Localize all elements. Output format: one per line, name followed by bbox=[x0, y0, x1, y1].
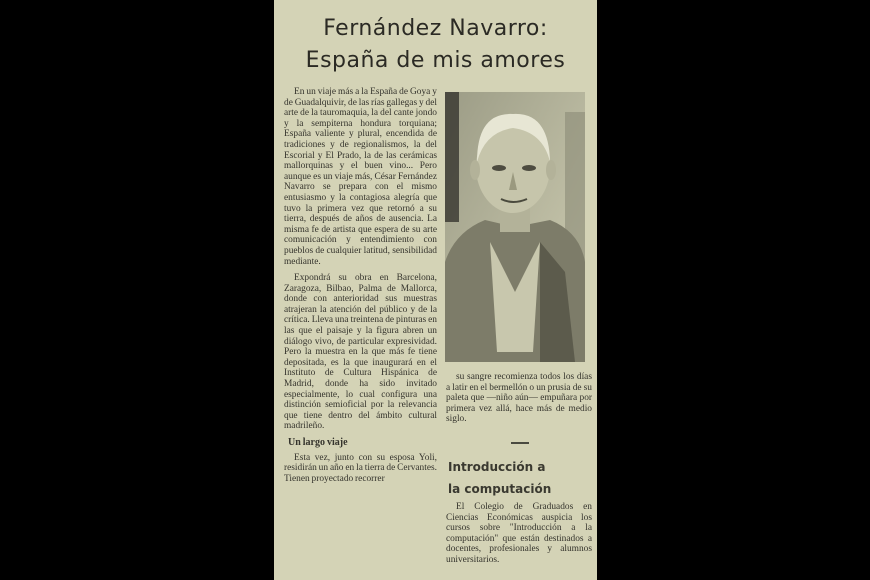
paragraph-intro: En un viaje más a la España de Goya y de Guadalquivir, de las rías gallegas y del arte de la tauromaquia, la del cante jondo y la sempiterna hondura torquiana; España valiente y plural, encendida de tradiciones y de regionalismos, la del Escorial y El Prado, la de las cerámicas mallorquinas y el buen vino... Pero aunque es un viaje más, César Fernández Navarro se prepara con el mismo entusiasmo y la contagiosa alegría que tuvo la primera vez que retornó a su tierra, después de años de ausencia. La misma fe de artista que espera de su arte comunicación y entendimiento con pueblos de cualquier latitud, sensibilidad mediante. bbox=[284, 87, 437, 267]
second-article-title-line1: Introducción a bbox=[448, 460, 546, 474]
second-article-title-line2: la computación bbox=[448, 482, 552, 496]
paragraph-computation: El Colegio de Graduados en Ciencias Económicas auspicia los cursos sobre "Introducción a la computación" que están destinados a docentes, profesionales y alumnos universitarios. bbox=[446, 502, 592, 565]
paragraph-exhibition: Expondrá su obra en Barcelona, Zaragoza, Bilbao, Palma de Mallorca, donde con anterioridad sus muestras atrajeran la atención del público y de la crítica. Lleva una treintena de pinturas en las que el paisaje y la figura abren un diálogo vivo, de particular expresividad. Pero la muestra en la que más fe tiene depositada, es la que inaugurará en el Instituto de Cultura Hispánica de Madrid, donde ha sido invitado especialmente, lo cual configura una distinción semioficial por la relevancia que tiene dentro del ámbito cultural madrileño. bbox=[284, 273, 437, 432]
paragraph-continuation: su sangre recomienza todos los días a latir en el bermellón o un prusia de su paleta que —niño aún— empuñara por primera vez allá, hace más de medio siglo. bbox=[446, 372, 592, 425]
right-column-continuation bbox=[446, 372, 592, 425]
article-title-line2: España de mis amores bbox=[305, 48, 566, 73]
article-title-line1: Fernández Navarro: bbox=[323, 16, 548, 41]
newspaper-clipping bbox=[274, 0, 597, 580]
subheading: Un largo viaje bbox=[288, 437, 348, 448]
left-column bbox=[284, 87, 437, 490]
portrait-photo bbox=[445, 92, 585, 362]
paragraph-trip: Esta vez, junto con su esposa Yoli, residirán un año en la tierra de Cervantes. Tienen proyectado recorrer bbox=[284, 452, 437, 484]
second-article-body bbox=[446, 502, 592, 566]
section-divider bbox=[511, 442, 529, 444]
